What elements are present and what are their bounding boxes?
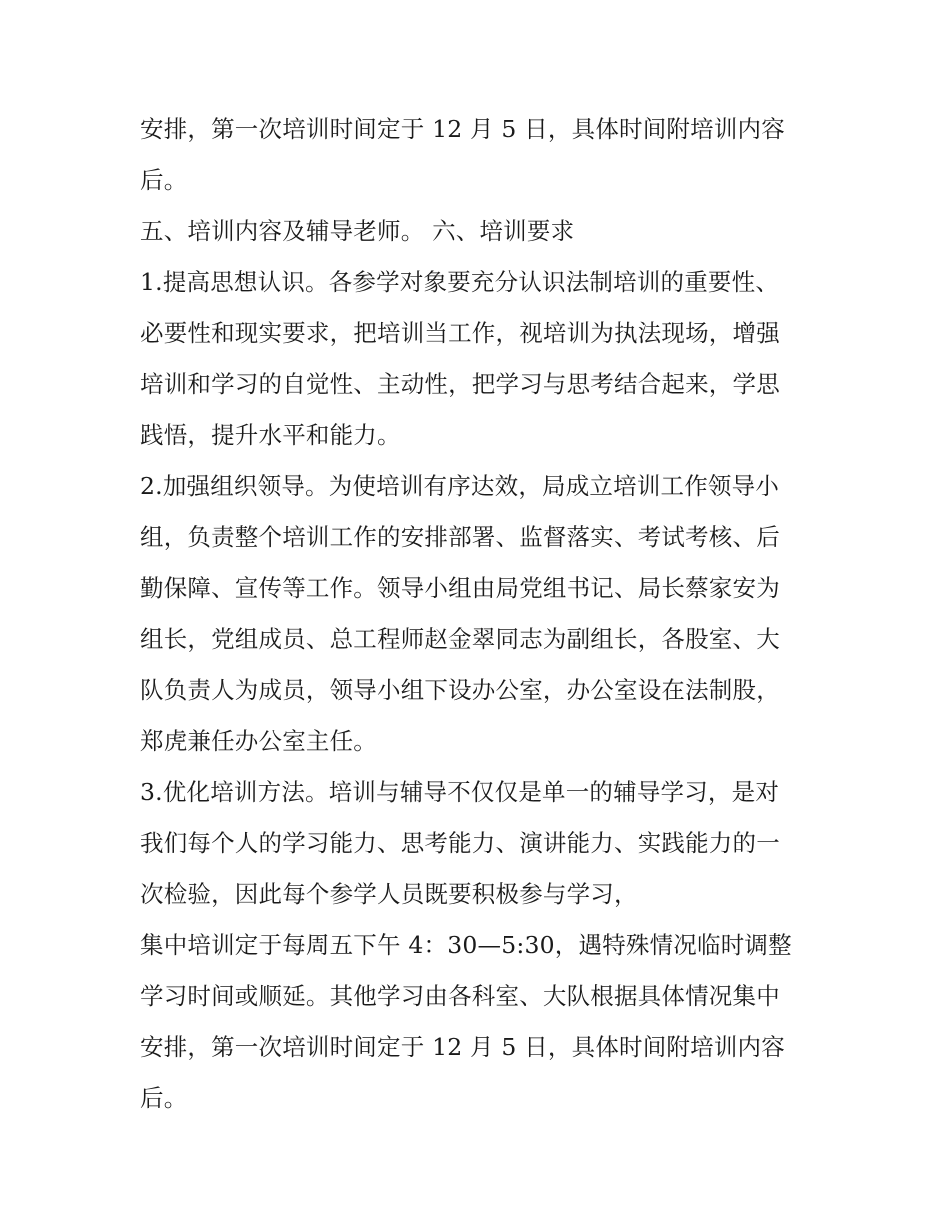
section-heading: 五、培训内容及辅导老师。 六、培训要求	[140, 217, 575, 245]
text-line: 我们每个人的学习能力、思考能力、演讲能力、实践能力的一	[140, 829, 780, 857]
text-line: 集中培训定于每周五下午 4：30—5:30，遇特殊情况临时调整	[140, 931, 792, 959]
text-line: 安排，第一次培训时间定于 12 月 5 日，具体时间附培训内容	[140, 1033, 785, 1061]
text-line: 践悟，提升水平和能力。	[140, 421, 401, 449]
text-line: 培训和学习的自觉性、主动性，把学习与思考结合起来，学思	[140, 370, 780, 398]
text-line: 勤保障、宣传等工作。领导小组由局党组书记、局长蔡家安为	[140, 574, 780, 602]
text-line: 组长，党组成员、总工程师赵金翠同志为副组长，各股室、大	[140, 625, 780, 653]
document-body	[140, 104, 820, 1124]
text-line: 后。	[140, 1084, 188, 1112]
text-line: 3.优化培训方法。培训与辅导不仅仅是单一的辅导学习，是对	[140, 778, 780, 806]
text-line: 必要性和现实要求，把培训当工作，视培训为执法现场，增强	[140, 319, 780, 347]
text-line: 郑虎兼任办公室主任。	[140, 727, 377, 755]
text-line: 1.提高思想认识。各参学对象要充分认识法制培训的重要性、	[140, 268, 780, 296]
text-line: 队负责人为成员，领导小组下设办公室，办公室设在法制股，	[140, 676, 780, 704]
text-line: 次检验，因此每个参学人员既要积极参与学习，	[140, 880, 638, 908]
text-line: 安排，第一次培训时间定于 12 月 5 日，具体时间附培训内容	[140, 115, 785, 143]
text-line: 组，负责整个培训工作的安排部署、监督落实、考试考核、后	[140, 523, 780, 551]
text-line: 后。	[140, 166, 188, 194]
text-line: 2.加强组织领导。为使培训有序达效，局成立培训工作领导小	[140, 472, 780, 500]
text-line: 学习时间或顺延。其他学习由各科室、大队根据具体情况集中	[140, 982, 780, 1010]
